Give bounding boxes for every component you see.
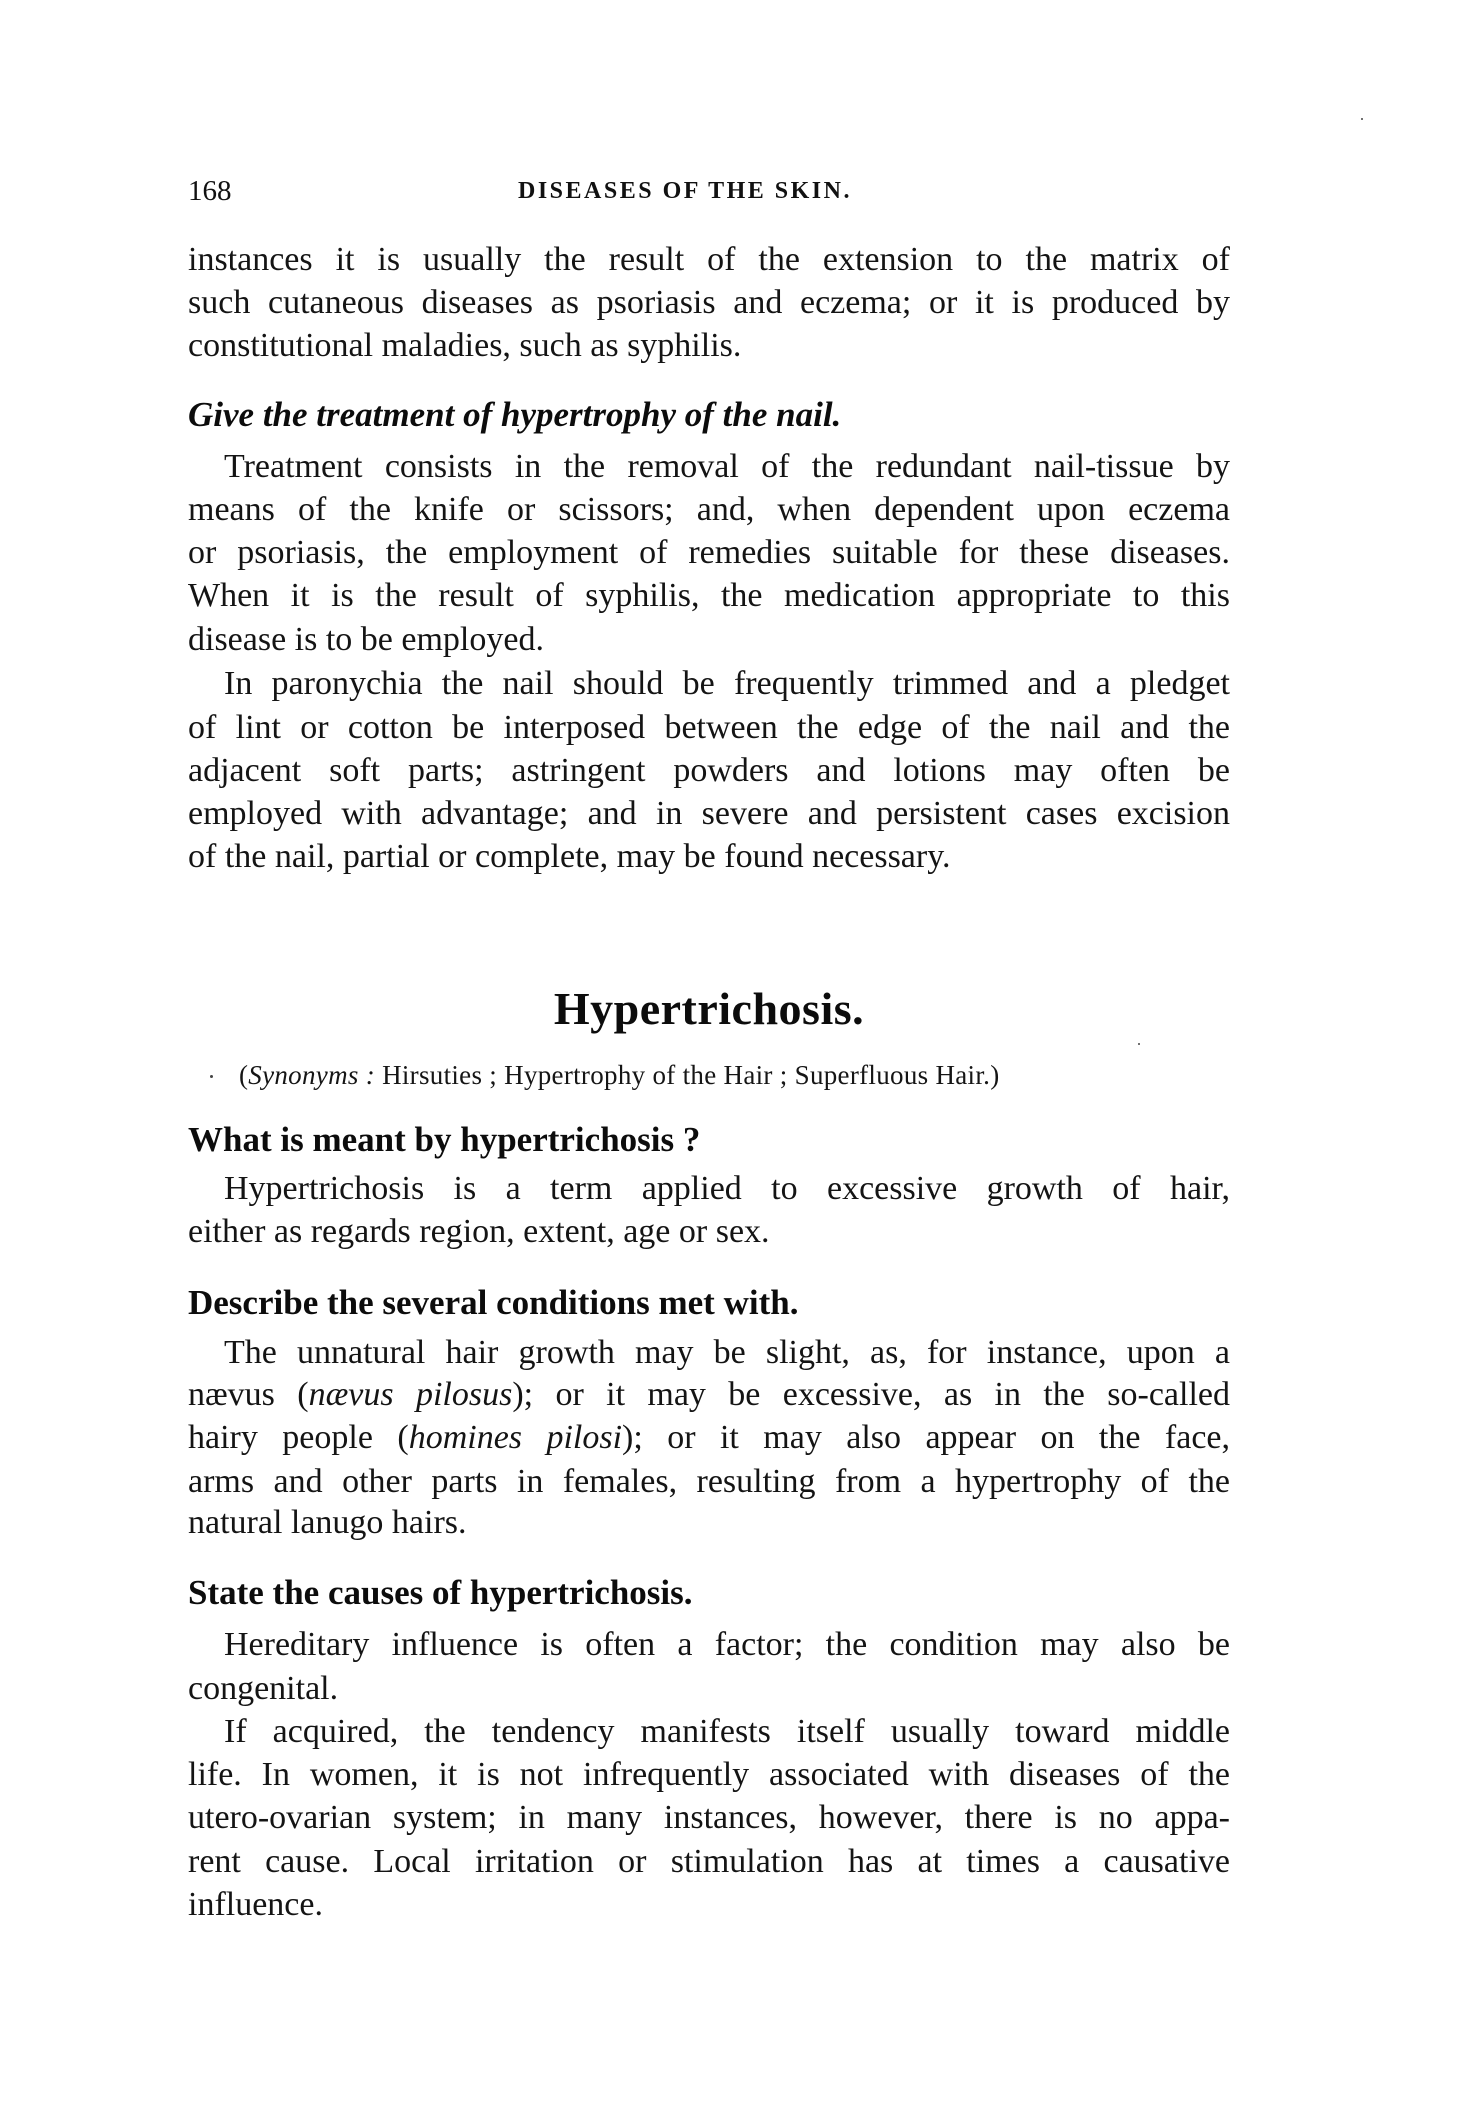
body-line: influence. [188, 1886, 323, 1923]
body-line: instances it is usually the result of the extension to the matrix of [188, 241, 1230, 278]
body-line [188, 1418, 1230, 1458]
body-line: life. In women, it is not infrequently associated with diseases of the [188, 1756, 1230, 1793]
body-line: natural lanugo hairs. [188, 1504, 467, 1541]
latin-term: nævus pilosus [308, 1376, 513, 1413]
latin-term: homines pilosi [408, 1419, 623, 1456]
body-line: utero-ovarian system; in many instances, however, there is no appa- [188, 1799, 1230, 1836]
running-title: DISEASES OF THE SKIN. [518, 178, 852, 204]
body-line: rent cause. Local irritation or stimulation has at times a causative [188, 1843, 1230, 1880]
page-number: 168 [188, 175, 232, 207]
synonyms-line [239, 1058, 1000, 1092]
text-run: ); or it may be excessive, as in the so-called [512, 1376, 1230, 1413]
body-line: or psoriasis, the employment of remedies suitable for these diseases. [188, 534, 1230, 571]
body-line: arms and other parts in females, resulting from a hypertrophy of the [188, 1463, 1230, 1500]
question-heading-conditions: Describe the several conditions met with. [188, 1283, 799, 1322]
synonyms-text: Hirsuties ; Hypertrophy of the Hair ; Superfluous Hair.) [375, 1060, 1000, 1090]
body-line: means of the knife or scissors; and, when dependent upon eczema [188, 491, 1230, 528]
body-line [188, 1375, 1230, 1415]
body-line: adjacent soft parts; astringent powders and lotions may often be [188, 752, 1230, 789]
body-line: such cutaneous diseases as psoriasis and eczema; or it is produced by [188, 284, 1230, 321]
question-heading-nail-treatment: Give the treatment of hypertrophy of the nail. [188, 395, 842, 434]
body-line: either as regards region, extent, age or sex. [188, 1213, 770, 1250]
body-line: of the nail, partial or complete, may be found necessary. [188, 838, 951, 875]
body-line: constitutional maladies, such as syphilis. [188, 327, 742, 364]
body-line: Hypertrichosis is a term applied to excessive growth of hair, [224, 1170, 1230, 1207]
body-line: disease is to be employed. [188, 621, 544, 658]
print-speck [1138, 1043, 1140, 1045]
body-line: Treatment consists in the removal of the redundant nail-tissue by [224, 448, 1230, 485]
body-line: The unnatural hair growth may be slight, as, for instance, upon a [224, 1334, 1230, 1371]
text-run: hairy people ( [188, 1419, 409, 1456]
text-run: nævus ( [188, 1376, 309, 1413]
synonyms-open-paren: ( [239, 1060, 249, 1090]
section-title: Hypertrichosis. [553, 983, 865, 1034]
print-speck [1361, 118, 1363, 120]
body-line: If acquired, the tendency manifests itself usually toward middle [224, 1713, 1230, 1750]
body-line: employed with advantage; and in severe and persistent cases excision [188, 795, 1230, 832]
question-heading-causes: State the causes of hypertrichosis. [188, 1573, 693, 1612]
body-line: Hereditary influence is often a factor; the condition may also be [224, 1626, 1230, 1663]
synonyms-label: Synonyms : [248, 1060, 376, 1090]
body-line: congenital. [188, 1670, 339, 1707]
question-heading-meaning: What is meant by hypertrichosis ? [188, 1120, 701, 1159]
body-line: of lint or cotton be interposed between the edge of the nail and the [188, 709, 1230, 746]
body-line: When it is the result of syphilis, the medication appropriate to this [188, 577, 1230, 614]
text-run: ); or it may also appear on the face, [622, 1419, 1230, 1456]
body-line: In paronychia the nail should be frequently trimmed and a pledget [224, 665, 1230, 702]
print-speck [210, 1075, 213, 1078]
